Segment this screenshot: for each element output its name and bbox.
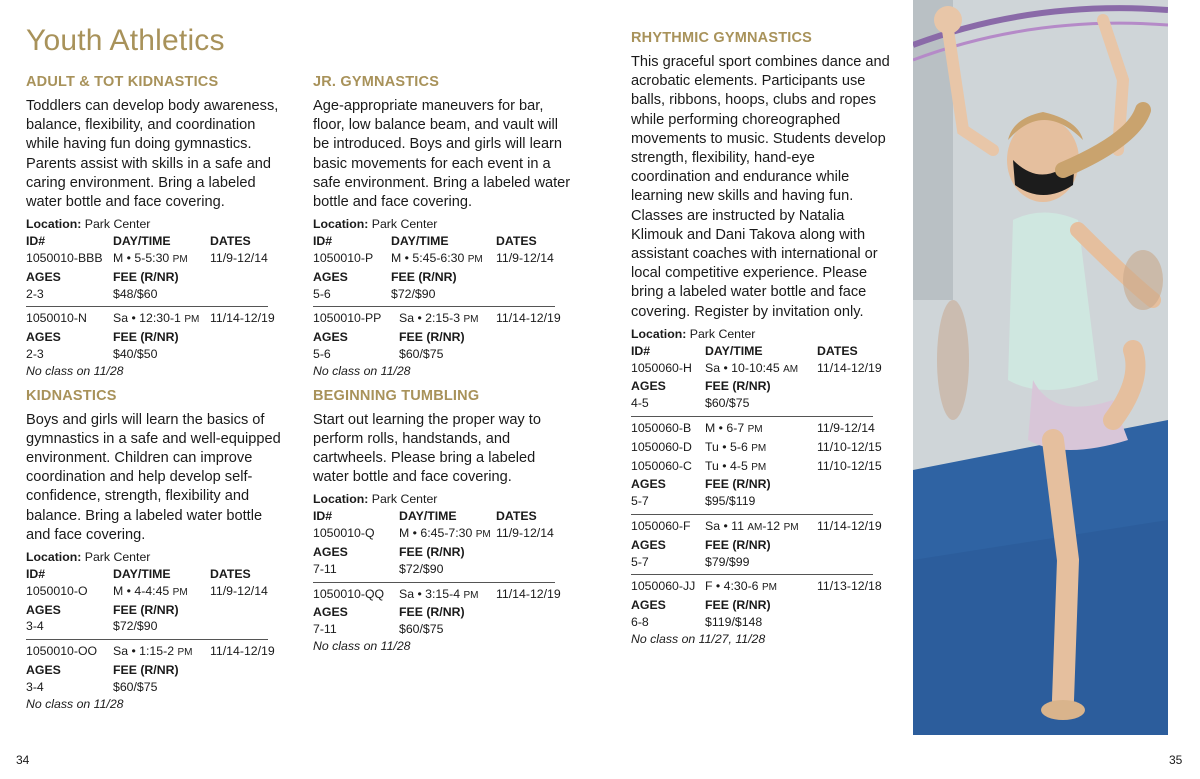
class-note: No class on 11/28: [26, 363, 124, 378]
daytime-header: DAY/TIME: [705, 343, 763, 358]
class-table: [631, 578, 893, 630]
fee-header: FEE (R/NR): [705, 598, 771, 613]
class-daytime: Sa • 12:30-1 PM: [113, 311, 200, 326]
id-header: ID#: [313, 509, 333, 524]
section-heading: RHYTHMIC GYMNASTICS: [631, 30, 813, 46]
class-daytime: Tu • 5-6 PM: [705, 439, 767, 454]
class-table: [26, 643, 288, 695]
class-table: [313, 508, 575, 577]
class-ages: 5-7: [631, 494, 649, 509]
class-note: No class on 11/28: [313, 638, 411, 653]
class-daytime: Sa • 11 AM-12 PM: [705, 519, 799, 534]
class-table: [26, 233, 288, 302]
fee-header: FEE (R/NR): [113, 663, 179, 677]
class-table: [313, 586, 575, 638]
class-daytime: Sa • 10-10:45 AM: [705, 360, 799, 375]
class-id: 1050010-Q: [313, 526, 375, 541]
class-dates: 11/14-12/19: [210, 311, 275, 326]
column-middle: [313, 72, 575, 661]
class-ages: 7-11: [313, 622, 337, 637]
class-ages: 3-4: [26, 619, 44, 634]
class-id: 1050010-O: [26, 583, 88, 598]
page-title: Youth Athletics: [26, 24, 225, 57]
divider: [26, 639, 268, 640]
ages-header: AGES: [26, 330, 61, 345]
daytime-header: DAY/TIME: [391, 234, 449, 249]
section-description: This graceful sport combines dance and acrobatic elements. Participants use balls, ribbons, hoops, clubs and ropes while performing choreographed movements to music. Students develop strength, flexibility, hand-eye coordination and endurance while learning new skills and having fun. Classes are instructed by Natalia Klimouk and Dani Takova along with assistant coaches with international or local competitive experience. Please bring a labeled water bottle and face covering. Register by invitation only.: [631, 54, 890, 320]
class-table: [631, 518, 893, 570]
location-line: [313, 491, 575, 508]
section-kidnastics: [26, 386, 288, 713]
page-number-left: 34: [16, 753, 30, 767]
ages-header: AGES: [313, 269, 348, 284]
location-label: Location:: [26, 217, 82, 232]
class-dates: 11/9-12/14: [210, 583, 268, 598]
class-fee: $40/$50: [113, 347, 158, 361]
class-fee: $72/$90: [113, 619, 158, 634]
section-heading: KIDNASTICS: [26, 387, 117, 404]
dates-header: DATES: [496, 509, 537, 524]
class-ages: 5-6: [313, 286, 331, 301]
class-fee: $60/$75: [399, 622, 444, 637]
page-number-right: 35: [1169, 753, 1183, 767]
fee-header: FEE (R/NR): [113, 269, 179, 284]
location-label: Location:: [313, 492, 369, 507]
class-id: 1050060-JJ: [631, 579, 696, 594]
ages-header: AGES: [26, 269, 61, 284]
class-ages: 7-11: [313, 561, 337, 576]
location-label: Location:: [26, 550, 82, 565]
daytime-header: DAY/TIME: [113, 234, 171, 249]
fee-header: FEE (R/NR): [399, 605, 465, 620]
location-value: Park Center: [84, 217, 151, 232]
class-id: 1050060-D: [631, 439, 692, 454]
class-dates: 11/10-12/15: [817, 439, 882, 454]
location-value: Park Center: [371, 492, 438, 507]
class-id: 1050010-N: [26, 311, 87, 326]
class-daytime: F • 4:30-6 PM: [705, 579, 777, 594]
daytime-header: DAY/TIME: [113, 567, 171, 582]
class-dates: 11/9-12/14: [817, 421, 875, 436]
class-id: 1050060-F: [631, 519, 691, 534]
class-daytime: Sa • 2:15-3 PM: [399, 311, 479, 326]
class-dates: 11/9-12/14: [496, 251, 554, 266]
class-daytime: Sa • 1:15-2 PM: [113, 644, 193, 659]
location-value: Park Center: [371, 217, 438, 232]
ages-header: AGES: [26, 663, 61, 677]
class-fee: $119/$148: [705, 615, 763, 629]
class-ages: 5-7: [631, 554, 649, 569]
class-dates: 11/14-12/19: [496, 586, 561, 601]
class-dates: 11/14-12/19: [817, 519, 882, 534]
class-id: 1050010-P: [313, 251, 374, 266]
location-label: Location:: [631, 326, 687, 341]
class-dates: 11/9-12/14: [496, 526, 554, 541]
location-label: Location:: [313, 217, 369, 232]
class-id: 1050010-QQ: [313, 586, 385, 601]
class-table: [313, 233, 575, 302]
class-fee: $48/$60: [113, 286, 158, 301]
class-id: 1050010-OO: [26, 644, 98, 659]
class-ages: 2-3: [26, 347, 44, 361]
daytime-header: DAY/TIME: [399, 509, 457, 524]
ages-header: AGES: [631, 379, 666, 394]
dates-header: DATES: [210, 567, 251, 582]
section-adult-tot-kidnastics: [26, 72, 288, 380]
section-beginning-tumbling: [313, 386, 575, 655]
ages-header: AGES: [313, 330, 348, 345]
location-line: [313, 216, 575, 233]
section-heading: BEGINNING TUMBLING: [313, 387, 480, 404]
fee-header: FEE (R/NR): [391, 269, 457, 284]
class-id: 1050060-C: [631, 458, 692, 473]
class-daytime: M • 5:45-6:30 PM: [391, 251, 483, 266]
class-daytime: M • 5-5:30 PM: [113, 251, 188, 266]
section-description: Boys and girls will learn the basics of gymnastics in a safe and well-equipped environment. Children can improve coordination and help develop self-confidence, strength, flexibility and balance. Bring a labeled water bottle and face covering.: [26, 411, 281, 543]
class-daytime: M • 6-7 PM: [705, 421, 763, 436]
section-heading: JR. GYMNASTICS: [313, 74, 440, 90]
location-value: Park Center: [84, 550, 151, 565]
class-fee: $95/$119: [705, 494, 756, 509]
gymnast-photo: [913, 0, 1168, 735]
id-header: ID#: [26, 567, 46, 582]
class-table: [631, 420, 893, 510]
section-description: Toddlers can develop body awareness, balance, flexibility, and coordination while having fun doing gymnastics. Parents assist with skills in a safe and caring environment. Bring a labeled water bottle and face covering.: [26, 98, 279, 211]
class-fee: $60/$75: [113, 679, 158, 694]
class-id: 1050060-B: [631, 421, 692, 436]
divider: [631, 574, 873, 575]
ages-header: AGES: [26, 602, 61, 617]
ages-header: AGES: [313, 545, 348, 559]
class-ages: 3-4: [26, 679, 44, 694]
fee-header: FEE (R/NR): [705, 379, 771, 394]
class-note: No class on 11/28: [313, 363, 411, 378]
dates-header: DATES: [496, 234, 537, 249]
class-ages: 4-5: [631, 396, 649, 411]
divider: [631, 416, 873, 417]
class-note: No class on 11/28: [26, 696, 124, 711]
column-right: [631, 28, 893, 654]
section-description: Start out learning the proper way to perform rolls, handstands, and cartwheels. Please bring a labeled water bottle and face covering.: [313, 411, 541, 486]
class-fee: $60/$75: [399, 347, 444, 361]
class-id: 1050010-BBB: [26, 251, 103, 266]
section-heading: ADULT & TOT KIDNASTICS: [26, 74, 219, 90]
gymnast-photo-illustration: [913, 0, 1168, 735]
section-jr-gymnastics: [313, 72, 575, 380]
class-dates: 11/9-12/14: [210, 251, 268, 266]
class-table: [26, 566, 288, 635]
ages-header: AGES: [313, 605, 348, 620]
class-dates: 11/14-12/19: [817, 360, 882, 375]
location-value: Park Center: [689, 326, 756, 341]
class-note: No class on 11/27, 11/28: [631, 631, 766, 646]
class-ages: 2-3: [26, 286, 44, 301]
ages-header: AGES: [631, 598, 666, 613]
section-rhythmic-gymnastics: [631, 28, 893, 648]
class-dates: 11/14-12/19: [496, 311, 561, 326]
dates-header: DATES: [817, 343, 858, 358]
id-header: ID#: [631, 343, 651, 358]
divider: [313, 306, 555, 307]
class-dates: 11/13-12/18: [817, 579, 882, 594]
divider: [26, 306, 268, 307]
fee-header: FEE (R/NR): [113, 602, 179, 617]
class-table: [26, 310, 288, 362]
divider: [631, 514, 873, 515]
section-description: Age-appropriate maneuvers for bar, floor, low balance beam, and vault will be introduced. Boys and girls will learn basic movements for each event in a safe environment. Bring a labeled water bottle and face covering.: [313, 98, 571, 211]
id-header: ID#: [313, 234, 333, 249]
fee-header: FEE (R/NR): [399, 545, 465, 559]
class-ages: 5-6: [313, 347, 331, 361]
class-daytime: M • 6:45-7:30 PM: [399, 526, 491, 541]
fee-header: FEE (R/NR): [705, 537, 771, 552]
class-daytime: M • 4-4:45 PM: [113, 583, 188, 598]
class-daytime: Tu • 4-5 PM: [705, 458, 767, 473]
class-fee: $60/$75: [705, 396, 750, 411]
ages-header: AGES: [631, 477, 666, 492]
class-fee: $72/$90: [391, 286, 436, 301]
class-table: [313, 310, 575, 362]
class-dates: 11/14-12/19: [210, 644, 275, 659]
fee-header: FEE (R/NR): [399, 330, 465, 345]
location-line: [631, 326, 893, 343]
dates-header: DATES: [210, 234, 251, 249]
divider: [313, 582, 555, 583]
id-header: ID#: [26, 234, 46, 249]
column-left: [26, 72, 288, 718]
class-dates: 11/10-12/15: [817, 458, 882, 473]
class-id: 1050060-H: [631, 360, 692, 375]
class-ages: 6-8: [631, 615, 649, 629]
fee-header: FEE (R/NR): [705, 477, 771, 492]
class-fee: $79/$99: [705, 554, 750, 569]
ages-header: AGES: [631, 537, 666, 552]
class-id: 1050010-PP: [313, 311, 382, 326]
location-line: [26, 216, 288, 233]
fee-header: FEE (R/NR): [113, 330, 179, 345]
class-table: [631, 343, 893, 412]
location-line: [26, 549, 288, 566]
class-daytime: Sa • 3:15-4 PM: [399, 586, 479, 601]
class-fee: $72/$90: [399, 561, 444, 576]
